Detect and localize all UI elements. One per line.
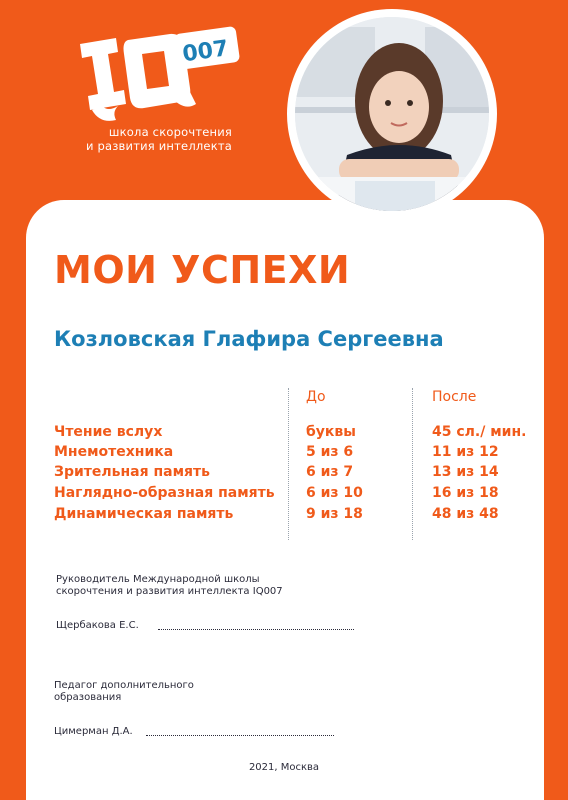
column-header-after: После	[432, 389, 477, 405]
table-row-after: 16 из 18	[432, 485, 499, 501]
table-row-after: 45 сл./ мин.	[432, 424, 527, 440]
table-row-before: буквы	[306, 424, 356, 440]
table-row-after: 13 из 14	[432, 464, 499, 480]
director-role-line2: скорочтения и развития интеллекта IQ007	[56, 586, 283, 597]
table-row-after: 11 из 12	[432, 444, 499, 460]
teacher-name: Цимерман Д.А.	[54, 726, 133, 737]
teacher-role-line2: образования	[54, 692, 122, 703]
teacher-role-line1: Педагог дополнительного	[54, 680, 194, 691]
iq-logo-icon	[72, 26, 242, 126]
table-row-before: 9 из 18	[306, 506, 363, 522]
student-photo-icon	[295, 17, 489, 211]
column-header-before: До	[306, 389, 326, 405]
table-row-skill: Динамическая память	[54, 506, 234, 522]
table-row-skill: Наглядно-образная память	[54, 485, 275, 501]
table-row-after: 48 из 48	[432, 506, 499, 522]
page-title: МОИ УСПЕХИ	[54, 248, 351, 292]
table-row-skill: Мнемотехника	[54, 444, 174, 460]
school-subtitle-line2: и развития интеллекта	[85, 139, 232, 153]
table-row-before: 6 из 7	[306, 464, 354, 480]
table-row-skill: Зрительная память	[54, 464, 210, 480]
table-row-before: 6 из 10	[306, 485, 363, 501]
table-row-before: 5 из 6	[306, 444, 354, 460]
student-name: Козловская Глафира Сергеевна	[54, 327, 444, 351]
column-divider-1	[288, 388, 289, 540]
student-photo	[295, 17, 489, 211]
table-row-skill: Чтение вслух	[54, 424, 163, 440]
director-name: Щербакова Е.С.	[56, 620, 139, 631]
svg-text:007: 007	[180, 36, 230, 68]
school-subtitle-line1: школа скорочтения	[108, 125, 232, 139]
column-divider-2	[412, 388, 413, 540]
teacher-signature-line	[146, 735, 334, 736]
director-role-line1: Руководитель Международной школы	[56, 574, 260, 585]
director-signature-line	[158, 629, 354, 630]
place-date: 2021, Москва	[248, 762, 320, 773]
school-logo	[72, 26, 242, 126]
